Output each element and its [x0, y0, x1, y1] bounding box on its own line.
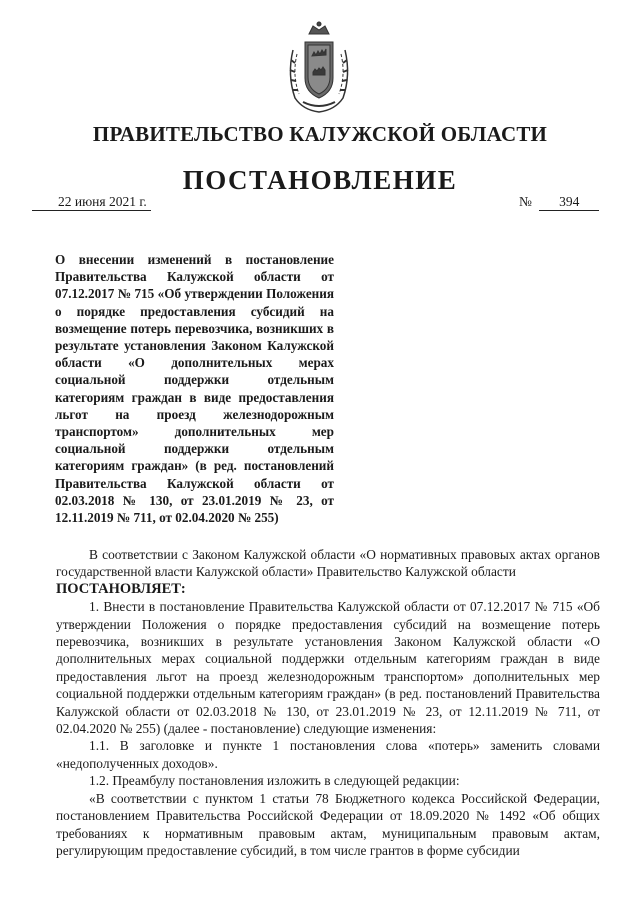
paragraph-1: 1. Внести в постановление Правительства Калужской области от 07.12.2017 № 715 «Об утверждении Положения о порядке предоставления субсидий на возмещение потерь перевозчика, возникших в результате установления Законом Калужской области «О дополнительных мерах социальной поддержки отдельным категориям граждан в виде предоставления льгот на проезд железнодорожным транспортом» дополнительных мер социальной поддержки отдельным категориям граждан» (в ред. постановлений Правительства Калужской области от 02.03.2018 № 130, от 23.01.2019 № 23, от 12.11.2019 № 711, от 02.04.2020 № 255) (далее - постановление) следующие изменения: — [56, 599, 600, 737]
quoted-paragraph: «В соответствии с пунктом 1 статьи 78 Бюджетного кодекса Российской Федерации, постановлением Правительства Российской Федерации от 18.09.2020 № 1492 «Об общих требованиях к нормативным правовым актам, муниципальным правовым актам, регулирующим предоставление субсидий, в том числе грантов в форме субсидии — [56, 790, 600, 858]
organization-title: ПРАВИТЕЛЬСТВО КАЛУЖСКОЙ ОБЛАСТИ — [92, 122, 548, 146]
paragraph-1-2: 1.2. Преамбулу постановления изложить в следующей редакции: — [89, 773, 460, 789]
document-body — [56, 546, 600, 859]
paragraph-1-1: 1.1. В заголовке и пункте 1 постановления слова «потерь» заменить словами «недополученных доходов». — [56, 738, 600, 771]
number-label: № — [519, 194, 532, 209]
number-value: 394 — [539, 194, 599, 211]
document-number — [519, 194, 599, 211]
date-value: 22 июня 2021 г. — [32, 194, 151, 211]
preamble-paragraph: В соответствии с Законом Калужской области «О нормативных правовых актах органов государственной власти Калужской области» Правительство Калужской области — [56, 547, 600, 580]
decree-heading: ПОСТАНОВЛЯЕТ: — [56, 580, 186, 597]
document-date — [32, 194, 151, 211]
document-subject: О внесении изменений в постановление Правительства Калужской области от 07.12.2017 № 715 «Об утверждении Положения о порядке предоставления субсидий на возмещение потерь перевозчика, возникших в результате установления Законом Калужской области «О дополнительных мерах социальной поддержки отдельным категориям граждан в виде предоставления льгот на проезд железнодорожным транспортом» дополнительных мер социальной поддержки отдельным категориям граждан» (в ред. постановлений Правительства Калужской области от 02.03.2018 № 130, от 23.01.2019 № 23, от 12.11.2019 № 711, от 02.04.2020 № 255) — [55, 252, 334, 526]
document-type-title: ПОСТАНОВЛЕНИЕ — [182, 165, 458, 195]
coat-of-arms-icon — [283, 20, 355, 116]
